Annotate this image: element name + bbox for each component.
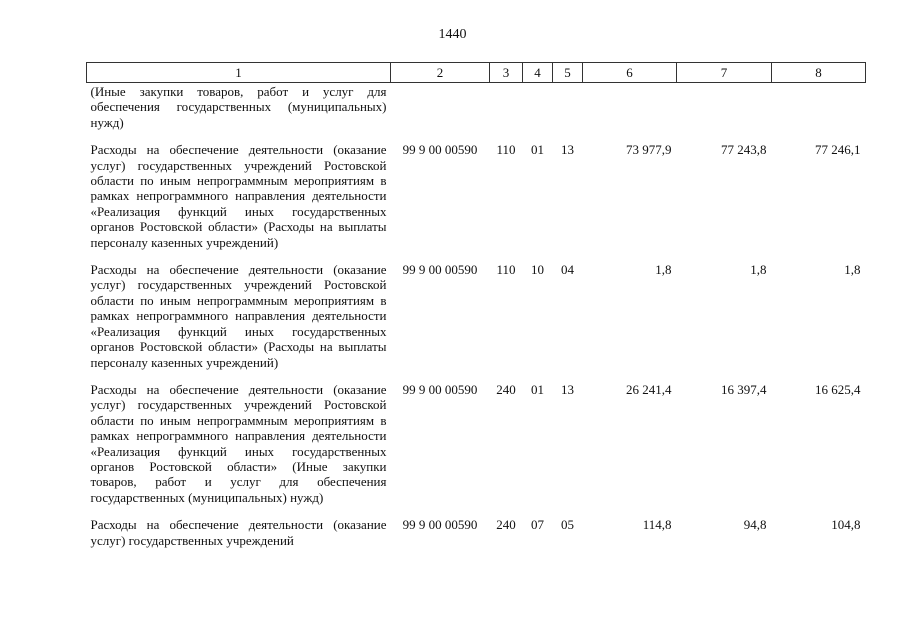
row-value-year-1: 73 977,9: [626, 142, 672, 158]
column-header-4: 4: [523, 63, 553, 83]
row-expense-type: [490, 83, 523, 143]
table-row: [87, 382, 866, 517]
row-description: Расходы на обеспечение деятельности (оказание услуг) государственных учреждений: [90, 517, 387, 548]
row-expense-type: 240: [496, 517, 516, 533]
row-subsection: [553, 83, 583, 143]
table-row: [87, 262, 866, 382]
row-value-year-2: 77 243,8: [721, 142, 767, 158]
row-section: 01: [531, 381, 544, 397]
row-section: 10: [531, 262, 544, 278]
row-value-year-3: 16 625,4: [815, 381, 861, 397]
column-header-8: 8: [772, 63, 866, 83]
row-value-year-3: [772, 83, 866, 143]
row-section: 01: [531, 142, 544, 158]
row-target-code: 99 9 00 00590: [402, 262, 478, 278]
row-value-year-1: [583, 83, 677, 143]
column-header-6: 6: [583, 63, 677, 83]
row-value-year-1: 1,8: [655, 262, 672, 278]
row-value-year-2: 1,8: [750, 262, 767, 278]
row-description: (Иные закупки товаров, работ и услуг для обеспечения государственных (муниципальных) нужд): [90, 84, 387, 130]
row-section: 07: [531, 517, 544, 533]
row-value-year-3: 77 246,1: [815, 142, 861, 158]
column-header-2: 2: [391, 63, 490, 83]
row-value-year-1: 114,8: [642, 517, 672, 533]
row-subsection: 13: [561, 381, 574, 397]
row-description: Расходы на обеспечение деятельности (оказание услуг) государственных учреждений Ростовской области по иным непрограммным мероприятиям в рамках непрограммного направления деятельности «Реализация функций иных государственных органов Ростовской области» (Расходы на выплаты персоналу казенных учреждений): [90, 262, 387, 370]
budget-table: [86, 62, 866, 560]
row-description: Расходы на обеспечение деятельности (оказание услуг) государственных учреждений Ростовской области по иным непрограммным мероприятиям в рамках непрограммного направления деятельности «Реализация функций иных государственных органов Ростовской области» (Расходы на выплаты персоналу казенных учреждений): [90, 142, 387, 250]
column-header-5: 5: [553, 63, 583, 83]
column-header-3: 3: [490, 63, 523, 83]
row-target-code: [391, 83, 490, 143]
table-row: [87, 517, 866, 560]
row-description: Расходы на обеспечение деятельности (оказание услуг) государственных учреждений Ростовской области по иным непрограммным мероприятиям в рамках непрограммного направления деятельности «Реализация функций иных государственных органов Ростовской области» (Иные закупки товаров, работ и услуг для обеспечения государственных (муниципальных) нужд): [90, 381, 387, 505]
row-expense-type: 110: [496, 142, 516, 158]
row-target-code: 99 9 00 00590: [402, 142, 478, 158]
row-value-year-2: 94,8: [743, 517, 767, 533]
table-header-row: [87, 63, 866, 83]
table-row: [87, 83, 866, 143]
page-number: 1440: [438, 27, 467, 42]
row-target-code: 99 9 00 00590: [402, 381, 478, 397]
row-subsection: 04: [561, 262, 574, 278]
row-expense-type: 240: [496, 381, 516, 397]
row-target-code: 99 9 00 00590: [402, 517, 478, 533]
row-expense-type: 110: [496, 262, 516, 278]
column-header-1: 1: [87, 63, 391, 83]
row-subsection: 05: [561, 517, 574, 533]
row-value-year-3: 104,8: [831, 517, 861, 533]
row-subsection: 13: [561, 142, 574, 158]
table-row: [87, 142, 866, 262]
row-value-year-2: [677, 83, 772, 143]
row-value-year-1: 26 241,4: [626, 381, 672, 397]
row-section: [523, 83, 553, 143]
row-value-year-3: 1,8: [844, 262, 861, 278]
row-value-year-2: 16 397,4: [721, 381, 767, 397]
column-header-7: 7: [677, 63, 772, 83]
